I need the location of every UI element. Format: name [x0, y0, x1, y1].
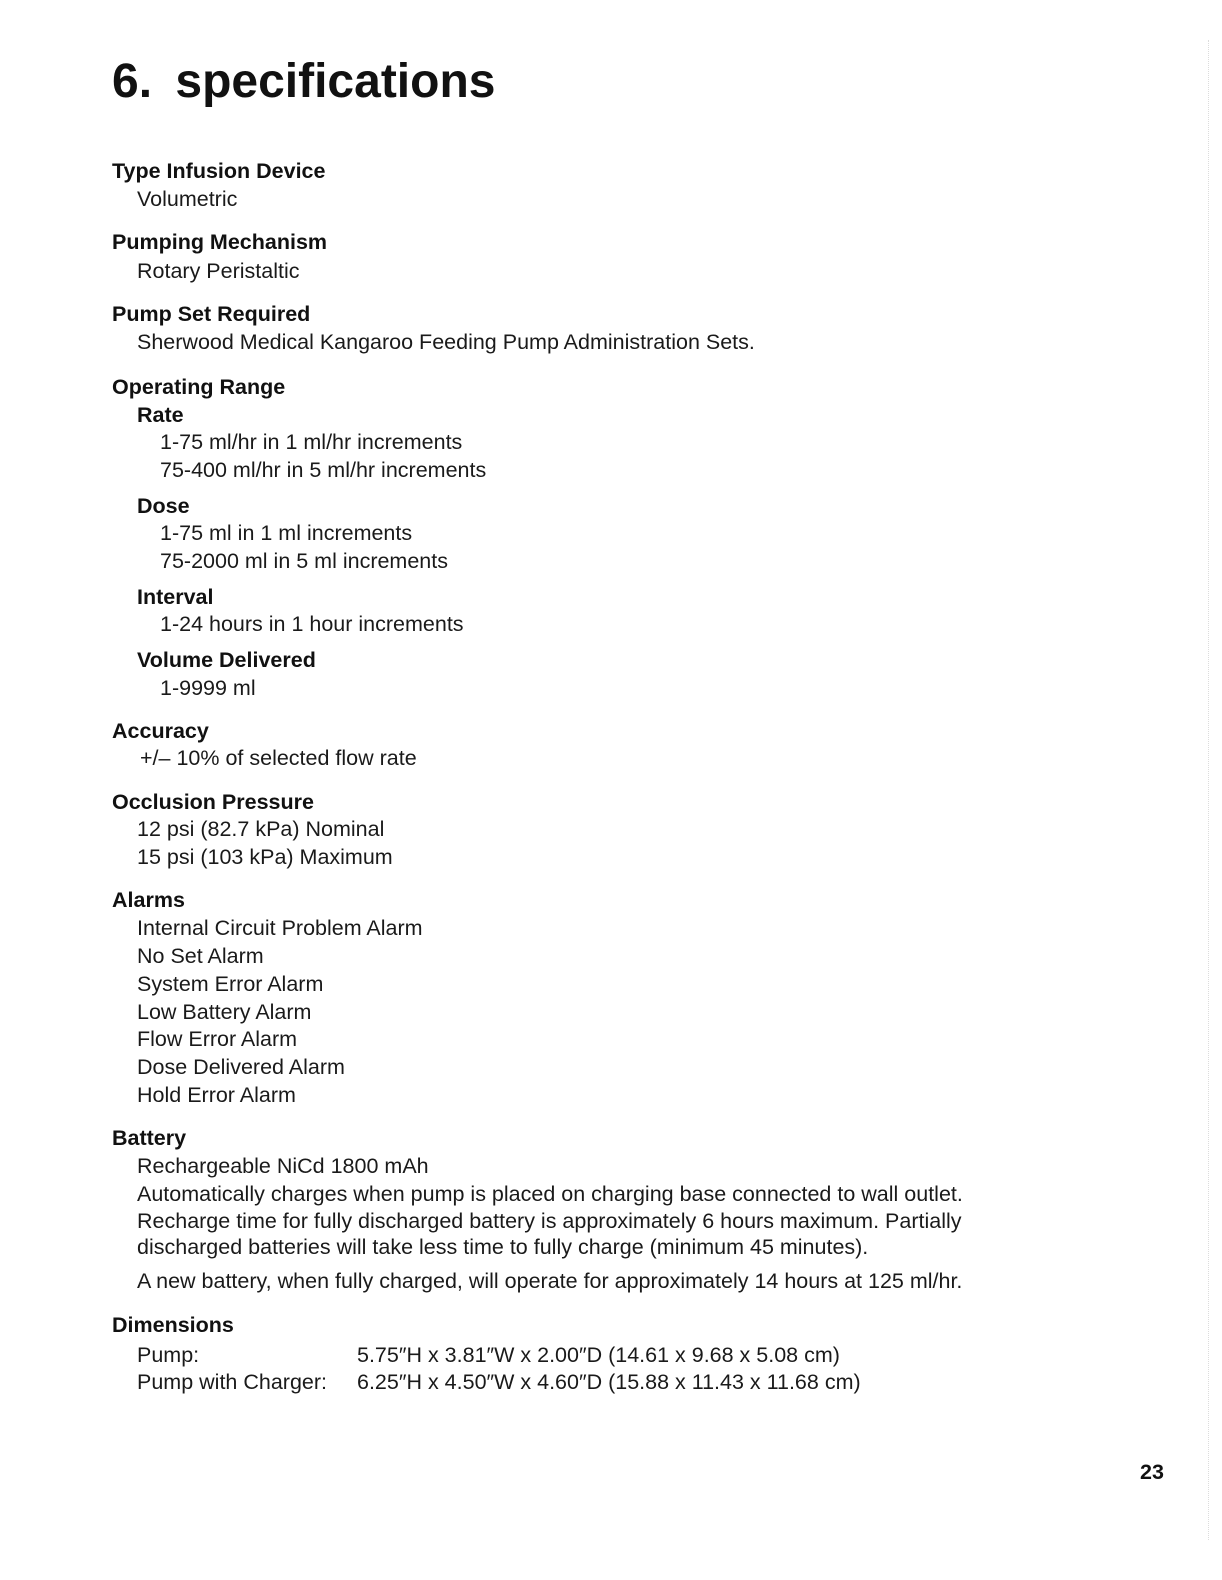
- volume-delivered-heading: Volume Delivered: [137, 648, 316, 672]
- page-title: 6. specifications: [112, 55, 496, 108]
- dose-value: 75-2000 ml in 5 ml increments: [160, 549, 448, 573]
- alarms-heading: Alarms: [112, 888, 185, 912]
- dimensions-label-pump: Pump:: [137, 1343, 200, 1367]
- pump-set-required-heading: Pump Set Required: [112, 302, 311, 326]
- type-infusion-device-value: Volumetric: [137, 187, 238, 211]
- pump-set-required-value: Sherwood Medical Kangaroo Feeding Pump Administration Sets.: [137, 330, 755, 354]
- dimensions-heading: Dimensions: [112, 1313, 234, 1337]
- battery-heading: Battery: [112, 1126, 187, 1150]
- pumping-mechanism-heading: Pumping Mechanism: [112, 230, 328, 254]
- occlusion-pressure-value: 12 psi (82.7 kPa) Nominal: [137, 817, 385, 841]
- alarm-item: Dose Delivered Alarm: [137, 1055, 345, 1079]
- accuracy-value: +/– 10% of selected flow rate: [140, 746, 417, 770]
- alarm-item: Low Battery Alarm: [137, 1000, 312, 1024]
- alarm-item: No Set Alarm: [137, 944, 264, 968]
- dimensions-value-pump-with-charger: 6.25″H x 4.50″W x 4.60″D (15.88 x 11.43 x 11.68 cm): [357, 1370, 861, 1394]
- rate-value: 1-75 ml/hr in 1 ml/hr increments: [160, 430, 463, 454]
- alarm-item: Flow Error Alarm: [137, 1027, 298, 1051]
- dimensions-label-pump-with-charger: Pump with Charger:: [137, 1370, 327, 1394]
- dimensions-value-pump: 5.75″H x 3.81″W x 2.00″D (14.61 x 9.68 x 5.08 cm): [357, 1343, 840, 1367]
- rate-heading: Rate: [137, 403, 184, 427]
- battery-line: Automatically charges when pump is placed on charging base connected to wall outlet.: [137, 1182, 963, 1206]
- alarm-item: Internal Circuit Problem Alarm: [137, 916, 423, 940]
- battery-line: A new battery, when fully charged, will operate for approximately 14 hours at 125 ml/hr.: [137, 1269, 963, 1293]
- accuracy-heading: Accuracy: [112, 719, 209, 743]
- battery-line: Recharge time for fully discharged battery is approximately 6 hours maximum. Partially: [137, 1209, 962, 1233]
- alarm-item: Hold Error Alarm: [137, 1083, 296, 1107]
- dose-heading: Dose: [137, 494, 190, 518]
- volume-delivered-value: 1-9999 ml: [160, 676, 256, 700]
- occlusion-pressure-heading: Occlusion Pressure: [112, 790, 314, 814]
- occlusion-pressure-value: 15 psi (103 kPa) Maximum: [137, 845, 393, 869]
- alarm-item: System Error Alarm: [137, 972, 324, 996]
- pumping-mechanism-value: Rotary Peristaltic: [137, 259, 300, 283]
- page-number: 23: [1140, 1460, 1164, 1484]
- scan-edge-line: [1208, 40, 1209, 1540]
- type-infusion-device-heading: Type Infusion Device: [112, 159, 326, 183]
- operating-range-heading: Operating Range: [112, 375, 286, 399]
- interval-heading: Interval: [137, 585, 214, 609]
- battery-line: discharged batteries will take less time to fully charge (minimum 45 minutes).: [137, 1235, 869, 1259]
- battery-line: Rechargeable NiCd 1800 mAh: [137, 1154, 429, 1178]
- interval-value: 1-24 hours in 1 hour increments: [160, 612, 464, 636]
- dose-value: 1-75 ml in 1 ml increments: [160, 521, 413, 545]
- rate-value: 75-400 ml/hr in 5 ml/hr increments: [160, 458, 487, 482]
